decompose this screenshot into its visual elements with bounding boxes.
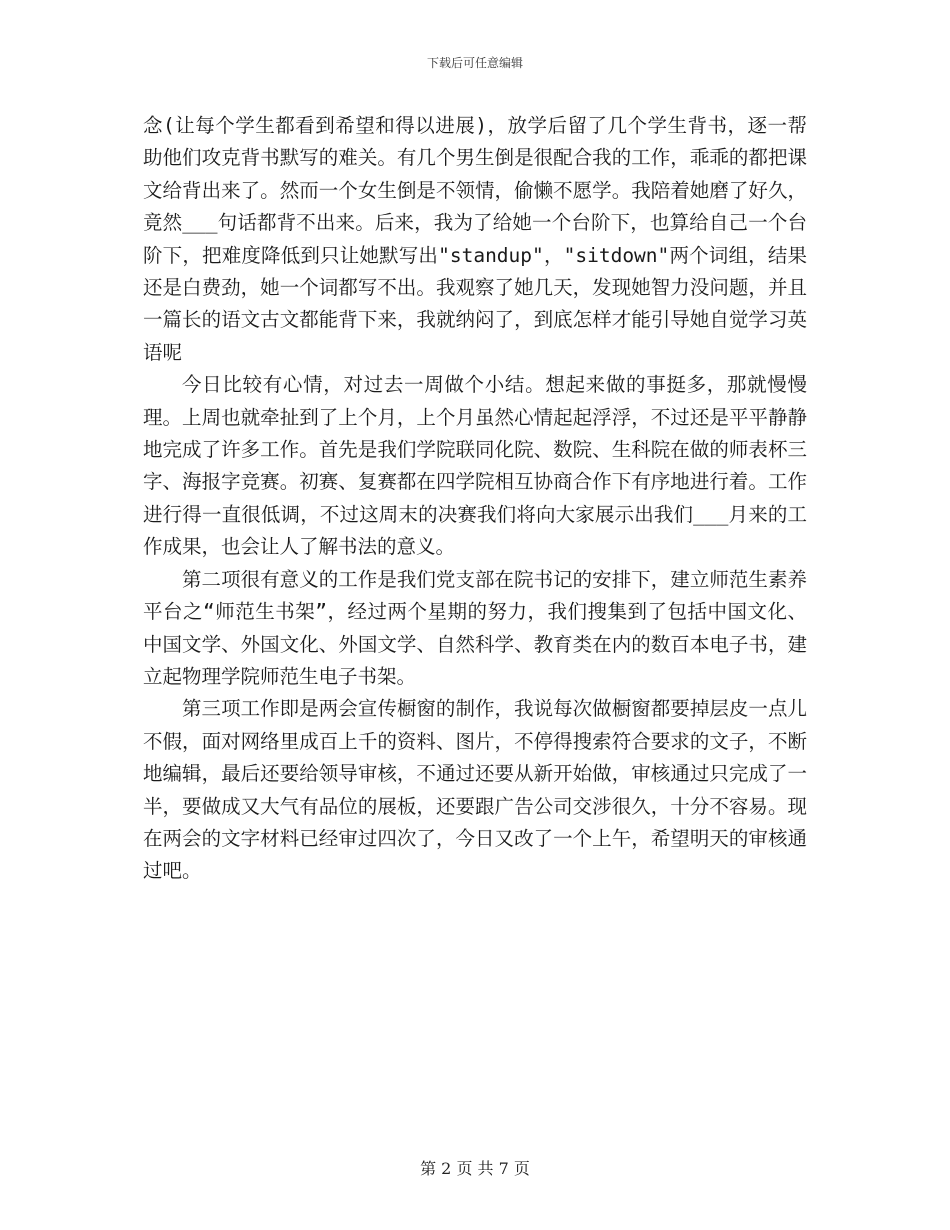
paragraph-4: 第三项工作即是两会宣传橱窗的制作，我说每次做橱窗都要掉层皮一点儿不假，面对网络里成百上千的资料、图片，不停得搜索符合要求的文子，不断地编辑，最后还要给领导审核，不通过还要从新开始做，审核通过只完成了一半，要做成又大气有品位的展板，还要跟广告公司交涉很久，十分不容易。现在两会的文字材料已经审过四次了，今日又改了一个上午，希望明天的审核通过吧。: [143, 697, 807, 883]
document-body: [143, 110, 807, 888]
paragraph-3: 第二项很有意义的工作是我们党支部在院书记的安排下，建立师范生素养平台之“师范生书架”，经过两个星期的努力，我们搜集到了包括中国文化、中国文学、外国文化、外国文学、自然科学、教育类在内的数百本电子书，建立起物理学院师范生电子书架。: [143, 567, 807, 688]
paragraph-1: 念(让每个学生都看到希望和得以进展)，放学后留了几个学生背书，逐一帮助他们攻克背书默写的难关。有几个男生倒是很配合我的工作，乖乖的都把课文给背出来了。然而一个女生倒是不领情，偷懒不愿学。我陪着她磨了好久，竟然___句话都背不出来。后来，我为了给她一个台阶下，也算给自己一个台阶下，把难度降低到只让她默写出"standup"，"sitdown"两个词组，结果还是白费劲，她一个词都写不出。我观察了她几天，发现她智力没问题，并且一篇长的语文古文都能背下来，我就纳闷了，到底怎样才能引导她自觉学习英语呢: [143, 114, 807, 364]
paragraph-2: 今日比较有心情，对过去一周做个小结。想起来做的事挺多，那就慢慢理。上周也就牵扯到了上个月，上个月虽然心情起起浮浮，不过还是平平静静地完成了许多工作。首先是我们学院联同化院、数院、生科院在做的师表杯三字、海报字竞赛。初赛、复赛都在四学院相互协商合作下有序地进行着。工作进行得一直很低调，不过这周末的决赛我们将向大家展示出我们___月来的工作成果，也会让人了解书法的意义。: [143, 373, 807, 559]
page-number: 第 2 页 共 7 页: [420, 1159, 530, 1178]
page-header-note: 下载后可任意编辑: [426, 56, 523, 70]
